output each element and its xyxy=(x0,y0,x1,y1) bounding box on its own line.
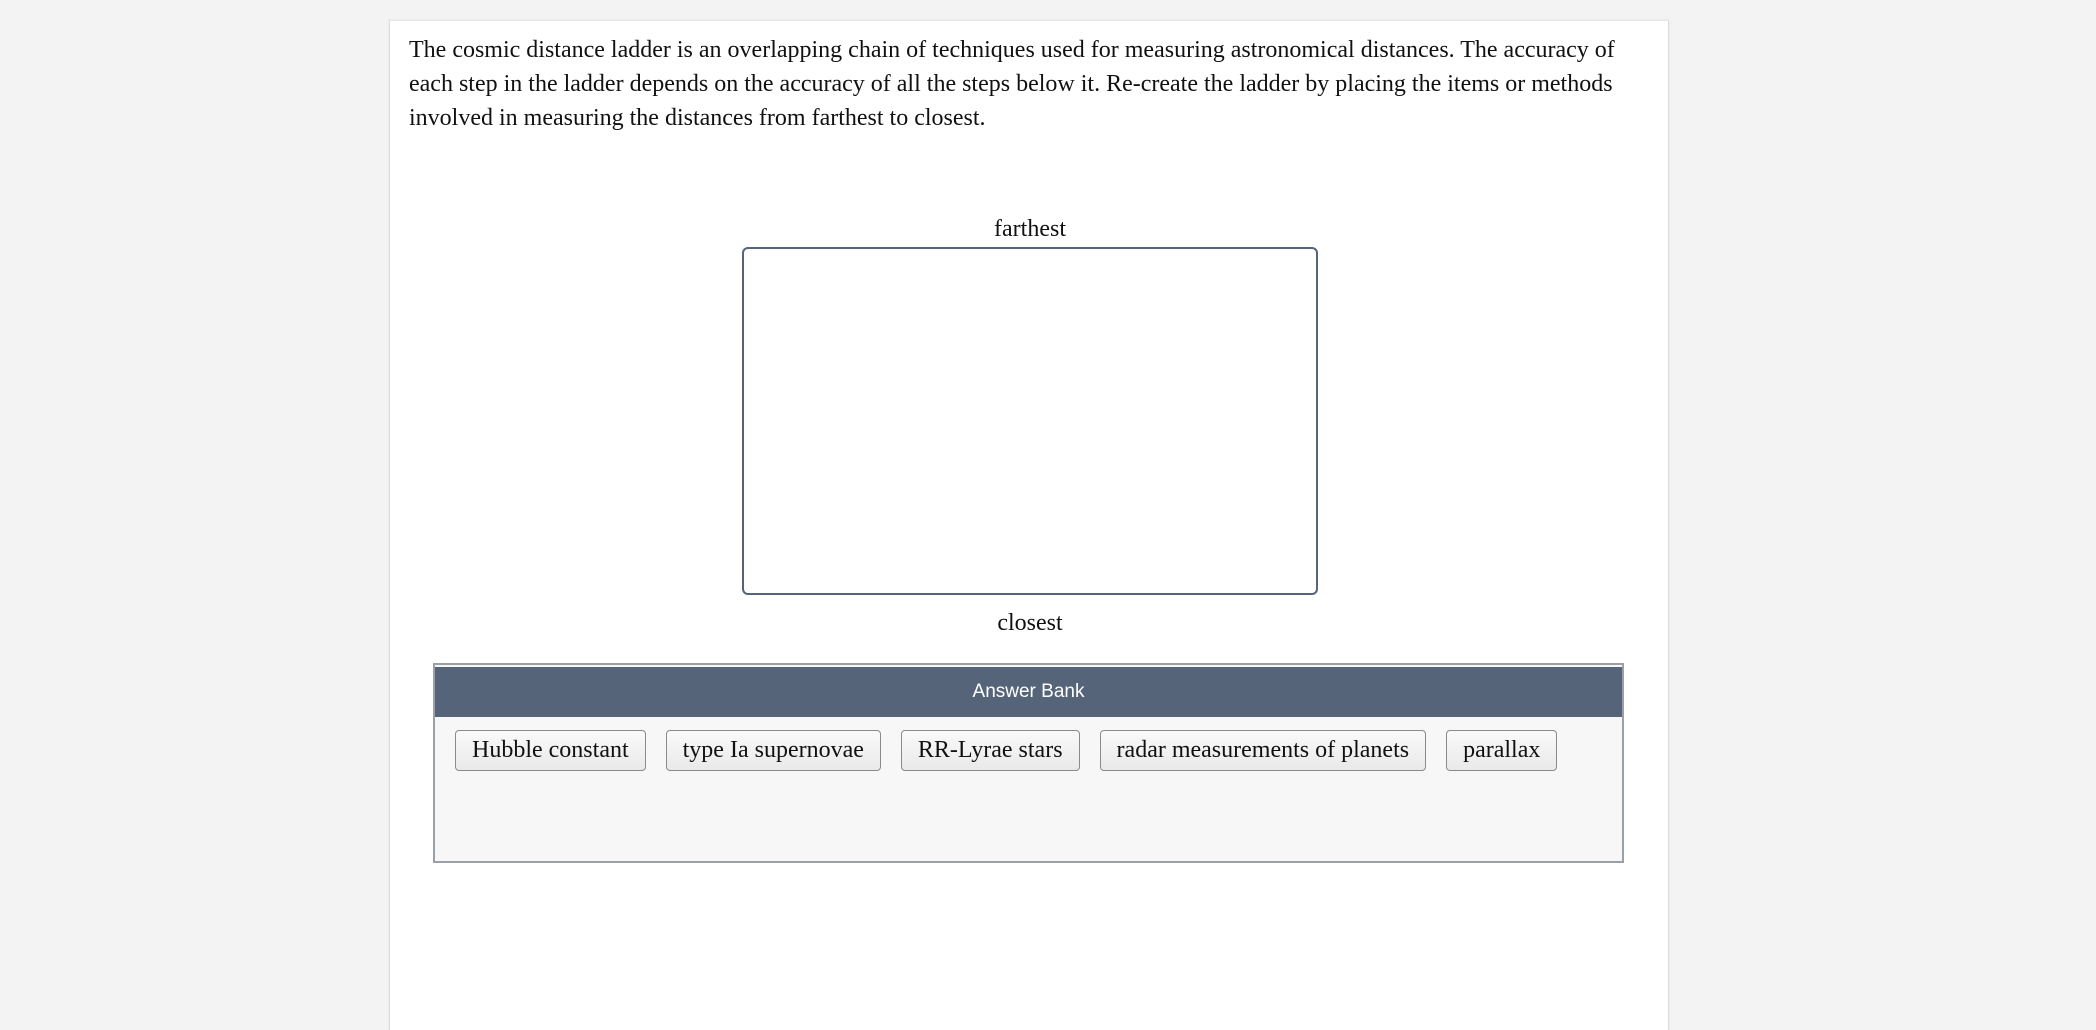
question-prompt: The cosmic distance ladder is an overlapping chain of techniques used for measuring astronomical distances. The accuracy of each step in the ladder depends on the accuracy of all the steps below it. Re-create the ladder by placing the items or methods involved in measuring the distances from farthest to closest. xyxy=(409,37,1615,131)
answer-chip-hubble-constant[interactable]: Hubble constant xyxy=(455,730,646,771)
answer-chip-parallax[interactable]: parallax xyxy=(1446,730,1557,771)
answer-bank-title: Answer Bank xyxy=(435,667,1622,717)
ladder-bottom-label: closest xyxy=(997,610,1063,636)
answer-chip-rr-lyrae-stars[interactable]: RR-Lyrae stars xyxy=(901,730,1080,771)
ladder-top-label: farthest xyxy=(994,216,1066,242)
answer-chip-type-ia-supernovae[interactable]: type Ia supernovae xyxy=(666,730,881,771)
answer-bank[interactable] xyxy=(433,663,1624,863)
answer-bank-items xyxy=(435,717,1622,784)
answer-chip-radar-measurements[interactable]: radar measurements of planets xyxy=(1100,730,1427,771)
question-card xyxy=(389,20,1669,1030)
ladder-drop-zone[interactable] xyxy=(742,247,1318,595)
